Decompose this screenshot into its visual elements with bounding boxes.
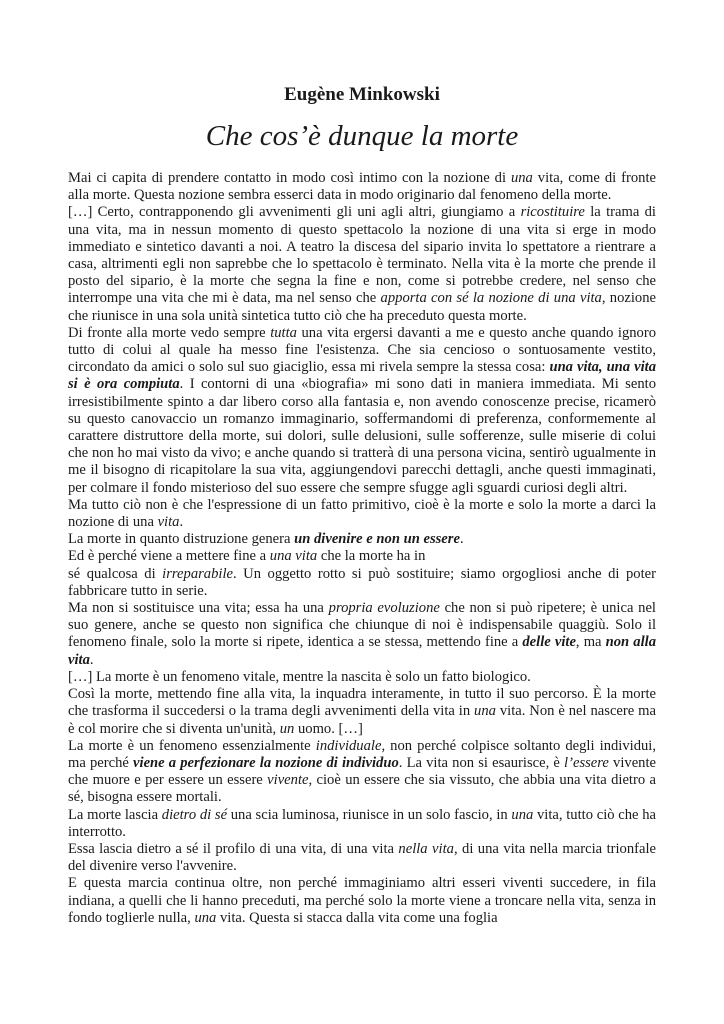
text-run: . [89, 651, 94, 668]
text-run: Di fronte alla morte vedo sempre [68, 324, 271, 341]
italic-text: una [510, 170, 533, 186]
italic-text: irreparabile [162, 565, 233, 582]
italic-text: tutta [270, 324, 297, 341]
text-run: che la morte ha in [317, 548, 426, 565]
text-run: , non perché colpisce soltanto degli individui, ma perché [68, 737, 656, 771]
bold-italic-text: una vita, una vita si è ora compiuta [68, 359, 657, 393]
italic-text: una [511, 806, 534, 823]
italic-text: una [194, 909, 217, 926]
bold-italic-text: delle vite [522, 634, 576, 651]
text-run: Essa lascia dietro a sé il profilo di una vita, di una vita [68, 840, 399, 857]
italic-text: un [279, 720, 295, 737]
text-run: vita. Non è nel nascere ma è col morire che si diventa un'unità, [68, 703, 656, 737]
text-run: , cioè un essere che sia vissuto, che abbia una vita dietro a sé, bisogna essere mortali. [68, 772, 656, 806]
text-run: . Un oggetto rotto si può sostituire; siamo orgogliosi anche di poter fabbricare tutto in serie. [68, 565, 656, 599]
paragraph [68, 204, 656, 324]
text-run: Ed è perché viene a mettere fine a [68, 548, 270, 565]
document-title: Che cos’è dunque la morte [205, 120, 519, 152]
text-run: , nozione che riunisce in una sola unità sintetica tutto ciò che ha preceduto questa morte. [68, 290, 656, 324]
italic-text: propria evoluzione [328, 600, 440, 617]
italic-text: vivente [267, 772, 309, 789]
italic-text: una vita [269, 548, 318, 565]
text-run: vivente che muore e per essere un essere [68, 754, 657, 789]
text-run: La morte in quanto distruzione genera [68, 531, 295, 548]
paragraph [68, 170, 656, 204]
text-run: Così la morte, mettendo fine alla vita, la inquadra interamente, in tutto il suo percorso. È la morte che trasforma il succedersi o la trama degli avvenimenti della vita in [68, 686, 656, 720]
text-run: . La vita non si esaurisce, è [398, 754, 565, 771]
text-run: che non si può ripetere; è unica nel suo genere, anche se questo non significa che chiunque di noi è indispensabile quaggiù. Solo il fenomeno finale, solo la morte si ripete, identica a se stessa, mettendo fine a [68, 600, 656, 651]
text-run: sé qualcosa di [68, 565, 163, 582]
text-run: una scia luminosa, riunisce in un solo fascio, in [227, 806, 512, 823]
paragraph [68, 738, 656, 807]
paragraph [68, 875, 656, 927]
bold-italic-text: viene a perfezionare la nozione di individuo [133, 754, 399, 771]
document-body [68, 170, 656, 927]
text-run: . [179, 514, 184, 531]
text-run: . I contorni di una «biografia» mi sono dati in maniera immediata. Mi sento irresistibilmente spinto a dar libero corso alla fantasia e, non avendo conoscenze precise, ricamerò su questo canovaccio un romanzo immaginario, soffermandomi di preferenza, conformemente al carattere distruttore della morte, sui dolori, sulle delusioni, sulle sofferenze, sulle miserie di colui che non ho mai visto da vivo; e anche quando si tratterà di una persona vicina, sentirò ugualmente in me il bisogno di ricapitolare la sua vita, aggiungendovi parecchi dettagli, anche questi immaginati, per colmare il fondo misterioso del suo essere che sempre sfugge agli sguardi curiosi degli altri. [68, 376, 656, 496]
italic-text: una [474, 703, 496, 720]
text-run: vita, come di fronte alla morte. Questa nozione sembra esserci data in modo originario dal fenomeno della morte. [68, 170, 656, 204]
text-run: vita. Questa si stacca dalla vita come una foglia [216, 909, 498, 926]
text-run: Ma non si sostituisce una vita; essa ha una [68, 600, 329, 617]
paragraph [68, 807, 656, 841]
text-run: La morte lascia [68, 806, 162, 823]
italic-text: vita [157, 514, 180, 531]
paragraph [68, 531, 656, 548]
text-run: , di una vita nella marcia trionfale del divenire verso l'avvenire. [68, 840, 657, 875]
italic-text: apporta con sé la nozione di una vita [380, 290, 602, 307]
paragraph [68, 548, 656, 565]
paragraph [68, 600, 656, 669]
paragraph [68, 325, 656, 497]
italic-text: individuale [315, 737, 382, 754]
bold-italic-text: non alla vita [68, 634, 656, 668]
paragraph [68, 686, 656, 738]
text-run: , ma [575, 634, 606, 651]
text-run: […] La morte è un fenomeno vitale, mentre la nascita è solo un fatto biologico. [68, 668, 531, 685]
paragraph [68, 669, 656, 686]
paragraph [68, 497, 656, 531]
italic-text: ricostituire [520, 204, 585, 221]
italic-text: dietro di sé [161, 806, 228, 823]
italic-text: l’essere [564, 754, 609, 771]
paragraph [68, 841, 656, 875]
text-run: una vita ergersi davanti a me e questo anche quando ignoro tutto di colui al quale ha messo fine l'esistenza. Che sia cencioso o sontuosamente vestito, circondato da amici o solo sul suo giaciglio, essa mi rivela sempre la stessa cosa: [68, 324, 656, 376]
text-run: […] Certo, contrapponendo gli avvenimenti gli uni agli altri, giungiamo a [68, 204, 521, 221]
author-name: Eugène Minkowski [284, 84, 440, 105]
text-run: . [459, 531, 464, 548]
text-run: uomo. […] [294, 720, 363, 737]
text-run: Mai ci capita di prendere contatto in modo così intimo con la nozione di [68, 170, 511, 186]
text-run: vita, tutto ciò che ha interrotto. [68, 806, 656, 840]
paragraph [68, 566, 656, 600]
italic-text: nella vita [398, 840, 454, 857]
text-run: Ma tutto ciò non è che l'espressione di un fatto primitivo, cioè è la morte e solo la morte a darci la nozione di una [68, 496, 656, 531]
bold-italic-text: un divenire e non un essere [294, 531, 460, 548]
text-run: la trama di una vita, ma in nessun momento di questo spettacolo la nozione di una vita si erge in modo immediato e sintetico davanti a noi. A teatro la discesa del sipario invita lo spettatore a rientrare a casa, altrimenti egli non saprebbe che lo spettacolo è terminato. Nella vita è la morte che prende il posto del sipario, è la morte che segna la fine e non, come si potrebbe credere, nel senso che interrompe una vita che mi è data, ma nel senso che [68, 204, 656, 307]
text-run: La morte è un fenomeno essenzialmente [68, 737, 316, 754]
text-run: E questa marcia continua oltre, non perché immaginiamo altri esseri viventi succedere, in fila indiana, a quelli che li hanno preceduti, ma perché solo la morte viene a troncare nella vita, senza in fondo toglierle nulla, [68, 875, 656, 926]
